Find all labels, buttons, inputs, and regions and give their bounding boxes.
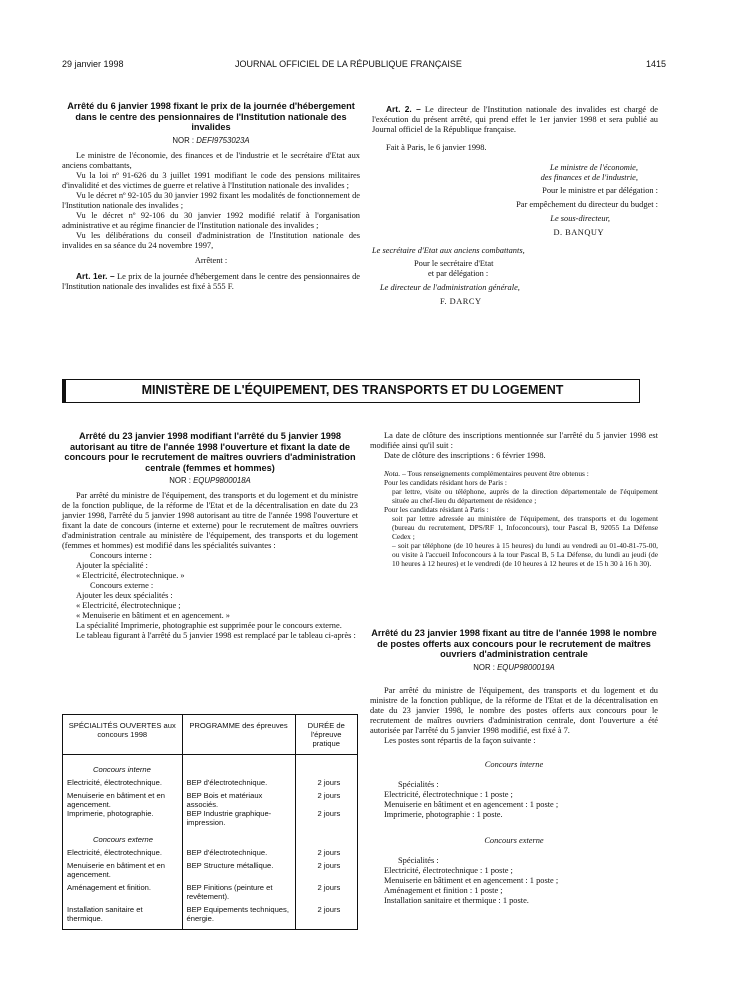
table-section: Concours interne	[93, 765, 151, 774]
decree1-para: Vu le décret nº 92-106 du 30 janvier 1992 modifié relatif à l'organisation administrative et au régime financier de l'Institution nationale des invalides ;	[62, 210, 360, 230]
decree1-title: Arrêté du 6 janvier 1998 fixant le prix de la journée d'hébergement dans le centre des pensionnaires de l'Institution nationale des invalides	[67, 101, 355, 132]
table-row: Aménagement et finition. BEP Finitions (peinture et revêtement). 2 jours	[63, 879, 357, 901]
signature-line: Pour le ministre et par délégation :	[542, 186, 658, 195]
signature-title: Le ministre de l'économie,	[549, 163, 638, 172]
table-row: Menuiserie en bâtiment et en agencement. BEP Bois et matériaux associés. 2 jours	[63, 787, 357, 809]
decree1-para: Vu le décret nº 92-105 du 30 janvier 1992 fixant les modalités de fonctionnement de l'Institution nationale des invalides ;	[62, 190, 360, 210]
decree2-note: Nota. – Tous renseignements complémentaires peuvent être obtenus :	[384, 469, 589, 478]
decree3	[370, 628, 658, 906]
decree2-line: « Electricité, électrotechnique ;	[76, 601, 181, 610]
table-row: Electricité, électrotechnique. BEP d'électrotechnique. 2 jours	[63, 778, 357, 787]
header-page-number: 1415	[646, 59, 667, 69]
decree3-heading: Concours externe	[484, 835, 544, 845]
specialties-table	[62, 714, 358, 930]
decree3-nor: NOR : EQUP9800019A	[473, 662, 555, 672]
table-row: Menuiserie en bâtiment et en agencement. BEP Structure métallique. 2 jours	[63, 857, 357, 879]
decree1-para: Vu les délibérations du conseil d'administration de l'Institution nationale des invalides en sa séance du 24 novembre 1997,	[62, 230, 360, 250]
decree1-article2: Art. 2. – Le directeur de l'Institution nationale des invalides est chargé de l'exécution du présent arrêté, qui prend effet le 1er janvier 1998 et sera publié au Journal officiel de la République française.	[372, 104, 659, 134]
decree2-line: Concours externe :	[90, 581, 154, 590]
decree3-line: Menuiserie en bâtiment et en agencement : 1 poste ;	[384, 875, 559, 885]
table-row: Electricité, électrotechnique. BEP d'électrotechnique. 2 jours	[63, 848, 357, 857]
decree3-line: Spécialités :	[398, 779, 439, 789]
header-journal: JOURNAL OFFICIEL DE LA RÉPUBLIQUE FRANÇAISE	[235, 59, 462, 69]
ministry-title: MINISTÈRE DE L'ÉQUIPEMENT, DES TRANSPORTS ET DU LOGEMENT	[141, 383, 564, 397]
table-row: Imprimerie, photographie. BEP Industrie graphique-impression. 2 jours	[63, 809, 357, 827]
decree2-title: Arrêté du 23 janvier 1998 modifiant l'arrêté du 5 janvier 1998 autorisant au titre de l'année 1998 l'ouverture et fixant la date de concours pour le recrutement de maîtres ouvriers d'administration centrale (femmes et hommes)	[64, 431, 356, 473]
decree2	[62, 431, 358, 641]
decree3-line: Aménagement et finition : 1 poste ;	[384, 885, 503, 895]
table-header: SPÉCIALITÉS OUVERTES aux concours 1998	[63, 715, 182, 755]
signature-line: Le directeur de l'administration générale,	[380, 283, 520, 292]
signature-line: et par délégation :	[428, 269, 489, 278]
decree2-line: Ajouter les deux spécialités :	[76, 591, 173, 600]
decree2-note: soit par lettre adressée au ministère de l'équipement, des transports et du logement (bureau du recrutement, DPS/RF 1, Infoconcours), tour Pascal B, 92055 La Défense Cedex ;	[392, 514, 658, 541]
decree1-right	[372, 104, 658, 307]
header-date: 29 janvier 1998	[62, 59, 124, 69]
decree3-line: Installation sanitaire et thermique : 1 poste.	[384, 895, 529, 905]
decree2-line: « Menuiserie en bâtiment et en agencement. »	[76, 611, 230, 620]
decree2-note: – soit par téléphone (de 10 heures à 15 heures) du lundi au vendredi au 01-40-81-75-00, ou visite à l'accueil Infoconcours à la tour Pascal B, 5 La Défense, du lundi au jeudi (de 10 heures à 12 heures) et le vendredi (de 10 heures à 12 heures et de 15 h 30 à 16 h 30).	[392, 541, 658, 568]
decree2-closing-date: Date de clôture des inscriptions : 6 février 1998.	[384, 451, 546, 460]
decree1-para: Le ministre de l'économie, des finances et de l'industrie et le secrétaire d'Etat aux anciens combattants,	[62, 150, 360, 170]
signature-title: Le secrétaire d'Etat aux anciens combattants,	[372, 246, 525, 255]
decree2-note: Pour les candidats résidant à Paris :	[384, 505, 489, 514]
decree3-line: Electricité, électrotechnique : 1 poste ;	[384, 865, 513, 875]
decree3-intro: Par arrêté du ministre de l'équipement, des transports et du logement et du ministre de la fonction publique, de la réforme de l'Etat et de la décentralisation en date du 23 janvier 1998, le nombre des postes offerts aux concours pour le recrutement de maîtres ouvriers d'administration centrale, dont l'ouverture a été autorisée par l'arrêté du 5 janvier 1998 modifié, est fixé à 7.	[370, 685, 658, 735]
decree1-article1: Art. 1er. – Le prix de la journée d'hébergement dans le centre des pensionnaires de l'Institution nationale des invalides est fixé à 555 F.	[62, 270, 361, 291]
table-header: PROGRAMME des épreuves	[182, 715, 295, 755]
decree3-line: Menuiserie en bâtiment et en agencement : 1 poste ;	[384, 799, 559, 809]
decree2-line: La spécialité Imprimerie, photographie est supprimée pour le concours externe.	[76, 621, 342, 630]
decree1-arretent: Arrêtent :	[194, 255, 228, 265]
decree1-para: Vu la loi nº 91-626 du 3 juillet 1991 modifiant le code des pensions militaires d'invalidité et des victimes de guerre et relative à l'Institution nationale des invalides ;	[62, 170, 360, 190]
signature-line: Le sous-directeur,	[550, 214, 610, 223]
decree3-title: Arrêté du 23 janvier 1998 fixant au titre de l'année 1998 le nombre de postes offerts aux concours pour le recrutement de maîtres ouvriers d'administration centrale	[371, 628, 657, 659]
table-header: DURÉE de l'épreuve pratique	[295, 715, 357, 755]
signature-line: Pour le secrétaire d'Etat	[414, 259, 494, 268]
decree3-line: Spécialités :	[398, 855, 439, 865]
decree2-nor: NOR : EQUP9800018A	[169, 476, 251, 485]
signature-line: Par empêchement du directeur du budget :	[516, 200, 658, 209]
table-section: Concours externe	[93, 835, 153, 844]
decree2-intro: Par arrêté du ministre de l'équipement, des transports et du logement et du ministre de la fonction publique, de la réforme de l'Etat et de la décentralisation en date du 23 janvier 1998, l'arrêté du 5 janvier 1998 autorisant au titre de l'année 1998 l'ouverture et fixant la date de concours (interne et externe) pour le recrutement de maîtres ouvriers d'administration centrale au ministère de l'équipement, des transports et du logement (femmes et hommes) est modifié dans les spécialités suivantes :	[62, 491, 358, 550]
table-row: Installation sanitaire et thermique. BEP Equipements techniques, énergie. 2 jours	[63, 901, 357, 929]
decree3-repartis: Les postes sont répartis de la façon suivante :	[384, 735, 536, 745]
decree2-line: Concours interne :	[90, 551, 152, 560]
decree2-line: « Electricité, électrotechnique. »	[76, 571, 185, 580]
signature-title: des finances et de l'industrie,	[540, 173, 638, 182]
decree3-heading: Concours interne	[484, 759, 544, 769]
ministry-banner	[62, 379, 640, 403]
signature-name: F. DARCY	[440, 297, 482, 306]
decree2-line: Le tableau figurant à l'arrêté du 5 janvier 1998 est remplacé par le tableau ci-après :	[76, 631, 356, 640]
decree1-left	[62, 101, 360, 292]
decree1-done: Fait à Paris, le 6 janvier 1998.	[386, 143, 487, 152]
decree2-line: Ajouter la spécialité :	[76, 561, 148, 570]
decree3-line: Electricité, électrotechnique : 1 poste ;	[384, 789, 513, 799]
decree2-continued	[370, 431, 658, 568]
decree2-note: par lettre, visite ou téléphone, auprès de la direction départementale de l'équipement située au chef-lieu du département de résidence ;	[392, 487, 658, 505]
decree3-line: Imprimerie, photographie : 1 poste.	[384, 809, 503, 819]
signature-name: D. BANQUY	[553, 228, 604, 237]
decree2-closing: La date de clôture des inscriptions mentionnée sur l'arrêté du 5 janvier 1998 est modifiée ainsi qu'il suit :	[370, 431, 658, 450]
decree2-note: Pour les candidats résidant hors de Paris :	[384, 478, 507, 487]
decree1-nor: NOR : DEFI9753023A	[172, 135, 250, 145]
